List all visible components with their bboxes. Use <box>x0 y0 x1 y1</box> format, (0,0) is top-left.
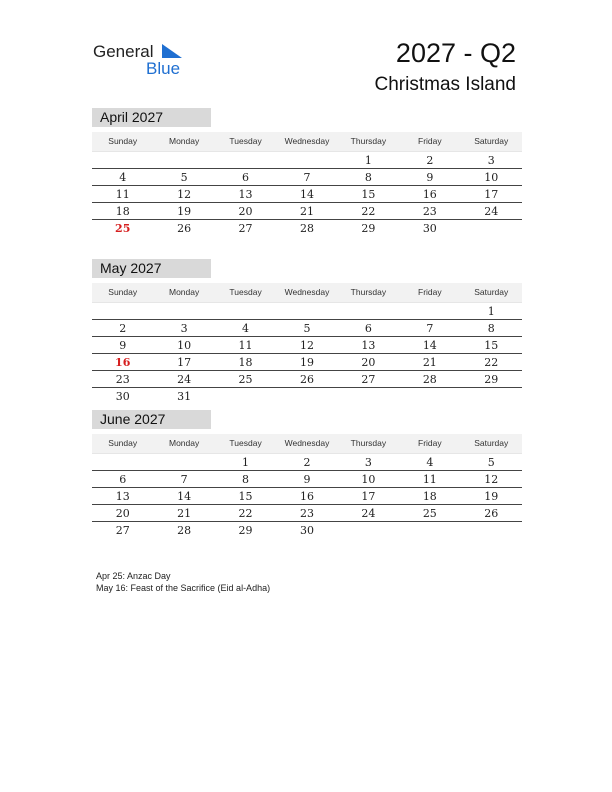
day-cell <box>153 152 214 168</box>
day-cell: 9 <box>426 171 434 184</box>
day-cell: 25 <box>422 507 437 520</box>
day-cell: 16 <box>115 356 131 369</box>
day-cell: 17 <box>361 490 376 503</box>
day-cell: 28 <box>422 373 437 386</box>
day-cell: 19 <box>177 205 192 218</box>
weekday-label: Saturday <box>474 136 509 146</box>
week-row <box>92 203 522 220</box>
week-row <box>92 320 522 337</box>
weekday-label: Wednesday <box>284 438 330 448</box>
weekday-label: Friday <box>418 136 442 146</box>
month-may <box>92 259 522 404</box>
month-name: June 2027 <box>92 410 211 429</box>
day-cell: 14 <box>177 490 192 503</box>
day-cell: 14 <box>299 188 314 201</box>
week-row <box>92 354 522 371</box>
weekday-label: Tuesday <box>229 438 262 448</box>
day-cell <box>92 303 153 319</box>
day-cell: 31 <box>177 390 192 403</box>
day-cell: 10 <box>484 171 499 184</box>
day-cell: 20 <box>115 507 130 520</box>
day-cell: 12 <box>177 188 192 201</box>
day-cell: 21 <box>299 205 314 218</box>
day-cell: 7 <box>303 171 311 184</box>
logo-blue-text: Blue <box>146 59 181 78</box>
weekday-label: Monday <box>169 287 200 297</box>
day-cell <box>276 152 337 168</box>
week-row <box>92 337 522 354</box>
day-cell <box>92 454 153 470</box>
day-cell: 21 <box>177 507 192 520</box>
weekday-label: Sunday <box>108 287 138 297</box>
week-row <box>92 220 522 236</box>
weekday-label: Sunday <box>108 438 138 448</box>
day-cell: 17 <box>484 188 499 201</box>
day-cell: 25 <box>238 373 253 386</box>
day-cell: 15 <box>361 188 376 201</box>
weekday-label: Sunday <box>108 136 138 146</box>
holiday-notes <box>96 570 270 594</box>
day-cell: 8 <box>364 171 372 184</box>
day-cell: 13 <box>238 188 253 201</box>
day-cell: 28 <box>299 222 314 235</box>
month-april <box>92 108 522 236</box>
day-cell: 5 <box>487 456 495 469</box>
day-cell: 20 <box>361 356 376 369</box>
day-cell <box>215 388 276 404</box>
day-cell: 3 <box>364 456 372 469</box>
weekday-label: Thursday <box>350 438 387 448</box>
day-cell: 11 <box>422 473 437 486</box>
weekday-label: Tuesday <box>229 287 262 297</box>
day-cell: 6 <box>119 473 127 486</box>
day-cell: 18 <box>238 356 253 369</box>
week-row <box>92 471 522 488</box>
day-cell: 24 <box>361 507 376 520</box>
day-cell: 28 <box>177 524 192 537</box>
day-cell: 24 <box>484 205 499 218</box>
day-cell <box>276 388 337 404</box>
day-cell <box>461 522 522 538</box>
day-cell: 17 <box>177 356 192 369</box>
day-cell: 23 <box>299 507 314 520</box>
week-row <box>92 388 522 404</box>
day-cell: 6 <box>364 322 372 335</box>
week-row <box>92 303 522 320</box>
page-title: 2027 - Q2 <box>395 38 516 68</box>
day-cell: 11 <box>238 339 253 352</box>
day-cell: 3 <box>487 154 495 167</box>
day-cell: 30 <box>115 390 130 403</box>
weekday-label: Thursday <box>350 287 387 297</box>
holiday-note: May 16: Feast of the Sacrifice (Eid al-Adha) <box>96 583 271 593</box>
page-subtitle: Christmas Island <box>374 74 516 95</box>
day-cell: 30 <box>422 222 437 235</box>
day-cell: 16 <box>299 490 314 503</box>
week-row <box>92 152 522 169</box>
weekday-label: Friday <box>418 438 442 448</box>
holiday-note: Apr 25: Anzac Day <box>96 571 171 581</box>
day-cell: 12 <box>484 473 499 486</box>
day-cell: 21 <box>422 356 437 369</box>
day-cell: 23 <box>115 373 130 386</box>
weekday-header-row <box>92 132 522 152</box>
day-cell: 18 <box>115 205 130 218</box>
week-row <box>92 522 522 538</box>
day-cell: 27 <box>238 222 253 235</box>
generalblue-logo <box>93 40 193 80</box>
day-cell: 13 <box>361 339 376 352</box>
week-row <box>92 454 522 471</box>
day-cell <box>276 303 337 319</box>
day-cell <box>399 388 460 404</box>
day-cell: 5 <box>303 322 311 335</box>
day-cell: 1 <box>487 305 495 318</box>
day-cell: 26 <box>177 222 192 235</box>
day-cell: 7 <box>180 473 188 486</box>
day-cell: 1 <box>242 456 250 469</box>
day-cell: 10 <box>361 473 376 486</box>
day-cell <box>461 220 522 236</box>
day-cell: 26 <box>299 373 314 386</box>
weekday-label: Friday <box>418 287 442 297</box>
day-cell: 29 <box>361 222 376 235</box>
weekday-label: Monday <box>169 136 200 146</box>
week-row <box>92 169 522 186</box>
day-cell: 2 <box>119 322 127 335</box>
day-cell: 23 <box>422 205 437 218</box>
day-cell: 1 <box>364 154 372 167</box>
logo-triangle-icon <box>162 44 182 60</box>
week-row <box>92 186 522 203</box>
day-cell: 5 <box>180 171 188 184</box>
day-cell: 22 <box>361 205 376 218</box>
day-cell <box>338 303 399 319</box>
weekday-label: Saturday <box>474 438 509 448</box>
week-row <box>92 505 522 522</box>
day-cell: 22 <box>238 507 253 520</box>
day-cell: 4 <box>242 322 250 335</box>
weekday-label: Saturday <box>474 287 509 297</box>
day-cell: 29 <box>238 524 253 537</box>
day-cell: 4 <box>426 456 434 469</box>
day-cell: 13 <box>115 490 130 503</box>
day-cell <box>153 303 214 319</box>
day-cell: 2 <box>303 456 311 469</box>
day-cell: 9 <box>303 473 311 486</box>
day-cell: 6 <box>242 171 250 184</box>
day-cell: 7 <box>426 322 434 335</box>
day-cell <box>338 388 399 404</box>
day-cell <box>338 522 399 538</box>
day-cell: 15 <box>238 490 253 503</box>
day-cell: 27 <box>115 524 130 537</box>
day-cell: 9 <box>119 339 127 352</box>
day-cell: 3 <box>180 322 188 335</box>
day-cell: 20 <box>238 205 253 218</box>
day-cell <box>92 152 153 168</box>
day-cell <box>461 388 522 404</box>
day-cell <box>399 522 460 538</box>
day-cell: 25 <box>115 222 131 235</box>
day-cell: 18 <box>422 490 437 503</box>
weekday-label: Wednesday <box>284 136 330 146</box>
day-cell: 2 <box>426 154 434 167</box>
day-cell: 24 <box>177 373 192 386</box>
weekday-header-row <box>92 434 522 454</box>
weekday-label: Thursday <box>350 136 387 146</box>
week-row <box>92 488 522 505</box>
day-cell: 15 <box>484 339 499 352</box>
day-cell: 19 <box>299 356 314 369</box>
week-row <box>92 371 522 388</box>
day-cell: 10 <box>177 339 192 352</box>
day-cell: 8 <box>242 473 250 486</box>
day-cell: 29 <box>484 373 499 386</box>
day-cell <box>215 303 276 319</box>
logo-general-text: General <box>93 42 154 61</box>
day-cell: 14 <box>422 339 437 352</box>
weekday-header-row <box>92 283 522 303</box>
month-name: May 2027 <box>92 259 211 278</box>
weekday-label: Monday <box>169 438 200 448</box>
day-cell: 27 <box>361 373 376 386</box>
day-cell <box>215 152 276 168</box>
day-cell <box>399 303 460 319</box>
day-cell: 4 <box>119 171 127 184</box>
weekday-label: Wednesday <box>284 287 330 297</box>
month-name: April 2027 <box>92 108 211 127</box>
day-cell: 11 <box>115 188 130 201</box>
day-cell: 8 <box>487 322 495 335</box>
day-cell: 26 <box>484 507 499 520</box>
day-cell: 12 <box>299 339 314 352</box>
day-cell: 22 <box>484 356 499 369</box>
weekday-label: Tuesday <box>229 136 262 146</box>
month-june <box>92 410 522 538</box>
day-cell <box>153 454 214 470</box>
day-cell: 19 <box>484 490 499 503</box>
day-cell: 30 <box>299 524 314 537</box>
day-cell: 16 <box>422 188 437 201</box>
